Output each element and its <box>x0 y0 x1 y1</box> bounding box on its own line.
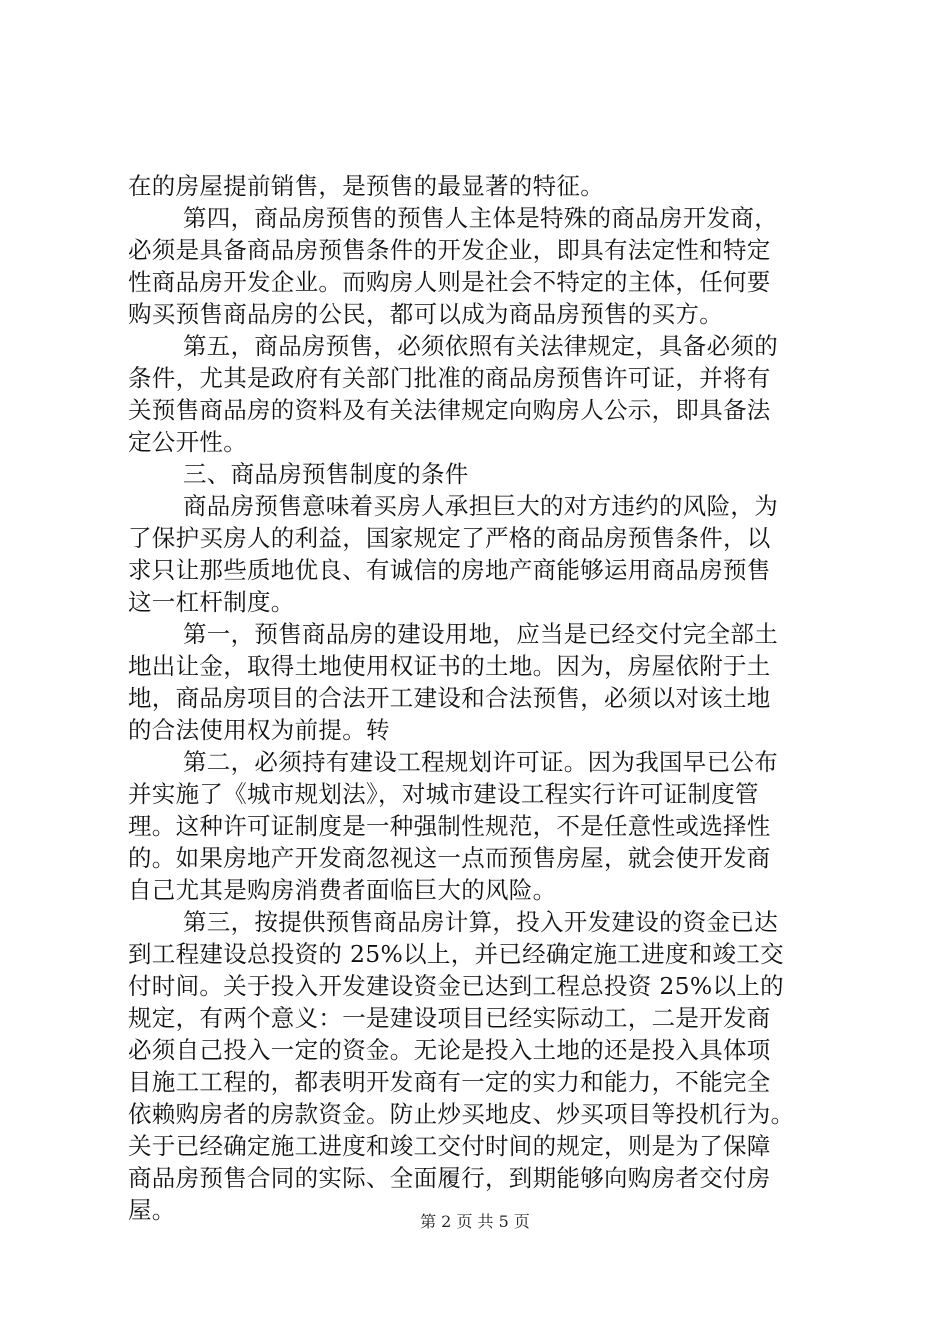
text-line: 必须是具备商品房预售条件的开发企业，即具有法定性和特定 <box>128 236 771 264</box>
text-line: 在的房屋提前销售，是预售的最显著的特征。 <box>128 172 604 200</box>
text-line: 目施工工程的，都表明开发商有一定的实力和能力，不能完全 <box>128 1068 771 1096</box>
text-line: 必须自己投入一定的资金。无论是投入土地的还是投入具体项 <box>128 1036 771 1064</box>
text-line: 求只让那些质地优良、有诚信的房地产商能够运用商品房预售 <box>128 556 771 584</box>
text-line: 三、商品房预售制度的条件 <box>183 460 469 488</box>
text-line: 性商品房开发企业。而购房人则是社会不特定的主体，任何要 <box>128 268 771 296</box>
text-line: 的合法使用权为前提。转 <box>128 716 390 744</box>
text-line: 第四，商品房预售的预售人主体是特殊的商品房开发商， <box>183 204 778 232</box>
text-line: 理。这种许可证制度是一种强制性规范，不是任意性或选择性 <box>128 812 771 840</box>
text-line: 购买预售商品房的公民，都可以成为商品房预售的买方。 <box>128 300 723 328</box>
text-line: 了保护买房人的利益，国家规定了严格的商品房预售条件，以 <box>128 524 771 552</box>
text-line: 地出让金，取得土地使用权证书的土地。因为，房屋依附于土 <box>128 652 771 680</box>
text-line: 条件，尤其是政府有关部门批准的商品房预售许可证，并将有 <box>128 364 771 392</box>
text-line: 规定，有两个意义：一是建设项目已经实际动工，二是开发商 <box>128 1004 771 1032</box>
text-line: 地，商品房项目的合法开工建设和合法预售，必须以对该土地 <box>128 684 771 712</box>
text-line: 第一，预售商品房的建设用地，应当是已经交付完全部土 <box>183 620 778 648</box>
text-line: 这一杠杆制度。 <box>128 588 295 616</box>
text-line: 付时间。关于投入开发建设资金已达到工程总投资 25%以上的 <box>128 972 784 1000</box>
text-line: 自己尤其是购房消费者面临巨大的风险。 <box>128 876 557 904</box>
text-line: 商品房预售合同的实际、全面履行，到期能够向购房者交付房 <box>128 1164 771 1192</box>
text-line: 到工程建设总投资的 25%以上，并已经确定施工进度和竣工交 <box>128 940 784 968</box>
text-line: 屋。 <box>128 1196 176 1224</box>
text-line: 第五，商品房预售，必须依照有关法律规定，具备必须的 <box>183 332 778 360</box>
text-line: 的。如果房地产开发商忽视这一点而预售房屋，就会使开发商 <box>128 844 771 872</box>
text-line: 第三，按提供预售商品房计算，投入开发建设的资金已达 <box>183 908 778 936</box>
text-line: 关预售商品房的资料及有关法律规定向购房人公示，即具备法 <box>128 396 771 424</box>
text-line: 依赖购房者的房款资金。防止炒买地皮、炒买项目等投机行为。 <box>128 1100 795 1128</box>
text-line: 商品房预售意味着买房人承担巨大的对方违约的风险，为 <box>183 492 778 520</box>
text-line: 并实施了《城市规划法》，对城市建设工程实行许可证制度管 <box>128 780 759 808</box>
page-footer: 第 2 页 共 5 页 <box>420 1212 530 1231</box>
document-body <box>128 170 838 1226</box>
text-line: 定公开性。 <box>128 428 247 456</box>
text-line: 第二，必须持有建设工程规划许可证。因为我国早已公布 <box>183 748 778 776</box>
text-line: 关于已经确定施工进度和竣工交付时间的规定，则是为了保障 <box>128 1132 771 1160</box>
